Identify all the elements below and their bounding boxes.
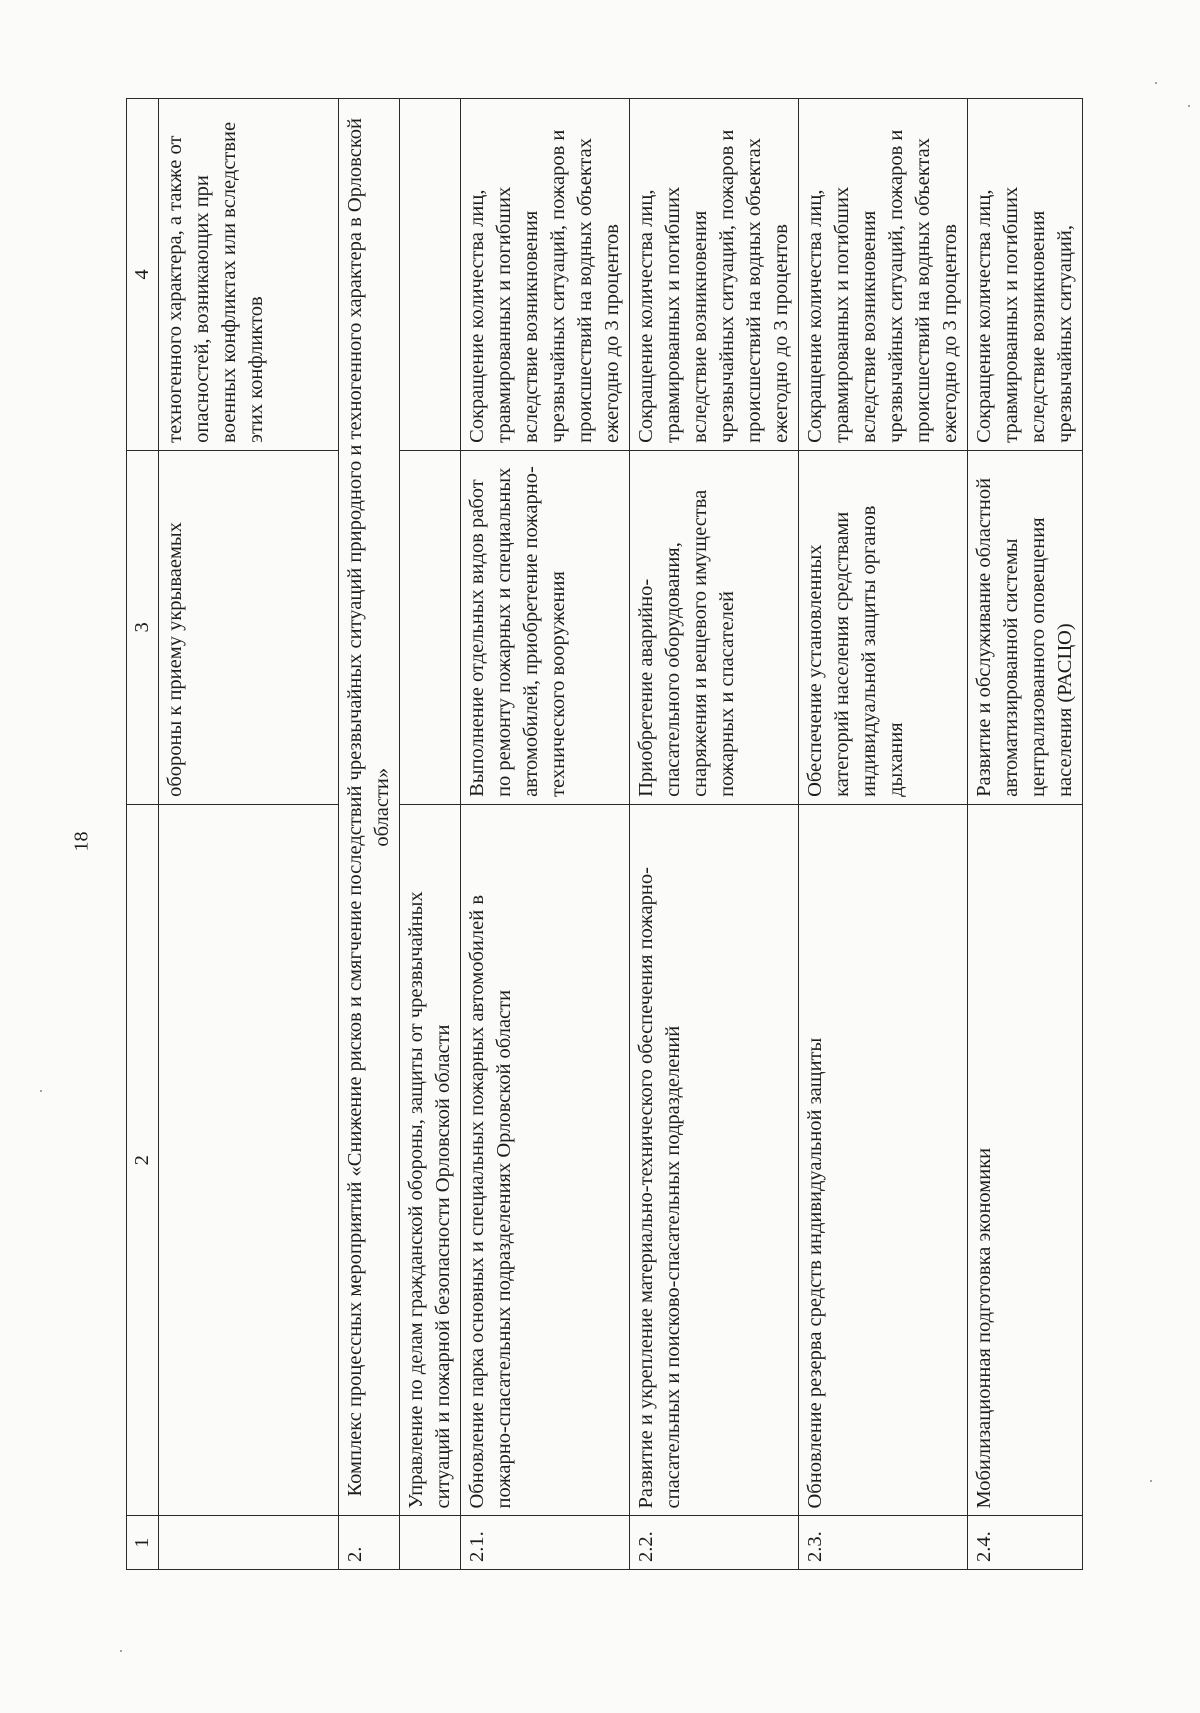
table-header-row [127,99,159,1570]
row-task: Мобилизационная подготовка экономики [968,804,1083,1516]
table-row [968,99,1083,1570]
table-row [461,99,630,1570]
row-description: Приобретение аварийно-спасательного оборудования, снаряжения и вещевого имущества пожарных и спасателей [630,450,799,804]
page-number: 18 [70,831,93,852]
table-row-responsible [400,99,461,1570]
measures-table [126,98,1083,1570]
row-effect: Сокращение количества лиц, травмированных и погибших вследствие возникновения чрезвычайных ситуаций, пожаров и происшествий на водных объектах ежегодно до 3 процентов [799,99,968,451]
row-task: Обновление парка основных и специальных пожарных автомобилей в пожарно-спасательных подразделениях Орловской области [461,804,630,1516]
row-effect: Сокращение количества лиц, травмированных и погибших вследствие возникновения чрезвычайных ситуаций, [968,99,1083,451]
header-col-1: 1 [127,1516,159,1570]
scan-speck [40,1090,42,1092]
row-effect: Сокращение количества лиц, травмированных и погибших вследствие возникновения чрезвычайных ситуаций, пожаров и происшествий на водных объектах ежегодно до 3 процентов [461,99,630,451]
responsible-effect [400,99,461,451]
section-title: Комплекс процессных мероприятий «Снижение рисков и смягчение последствий чрезвычайных ситуаций природного и техногенного характера в Орловской области» [339,99,400,1517]
header-col-4: 4 [127,99,159,451]
document-table-container [126,98,1106,1570]
section-number: 2. [339,1516,400,1570]
row-description: Развитие и обслуживание областной автоматизированной системы централизованного оповещения населения (РАСЦО) [968,450,1083,804]
scan-speck [120,1650,122,1652]
row-task: Обновление резерва средств индивидуальной защиты [799,804,968,1516]
scan-speck [1155,82,1157,84]
table-row [799,99,968,1570]
responsible-description [400,450,461,804]
carry-over-task [159,804,339,1516]
row-number: 2.4. [968,1516,1083,1570]
carry-over-effect: техногенного характера, а также от опасностей, возникающих при военных конфликтах или вследствие этих конфликтов [159,99,339,451]
table-row-carry-over [159,99,339,1570]
header-col-2: 2 [127,804,159,1516]
row-effect: Сокращение количества лиц, травмированных и погибших вследствие возникновения чрезвычайных ситуаций, пожаров и происшествий на водных объектах ежегодно до 3 процентов [630,99,799,451]
row-number: 2.2. [630,1516,799,1570]
responsible-num [400,1516,461,1570]
responsible-body: Управление по делам гражданской обороны, защиты от чрезвычайных ситуаций и пожарной безопасности Орловской области [400,804,461,1516]
table-row [630,99,799,1570]
carry-over-num [159,1516,339,1570]
row-description: Выполнение отдельных видов работ по ремонту пожарных и специальных автомобилей, приобретение пожарно-технического вооружения [461,450,630,804]
header-col-3: 3 [127,450,159,804]
row-description: Обеспечение установленных категорий населения средствами индивидуальной защиты органов дыхания [799,450,968,804]
row-number: 2.1. [461,1516,630,1570]
scan-speck [1188,105,1190,107]
carry-over-description: обороны к приему укрываемых [159,450,339,804]
row-number: 2.3. [799,1516,968,1570]
row-task: Развитие и укрепление материально-технического обеспечения пожарно-спасательных и поисково-спасательных подразделений [630,804,799,1516]
scan-speck [1150,1480,1152,1482]
table-row-section [339,99,400,1570]
